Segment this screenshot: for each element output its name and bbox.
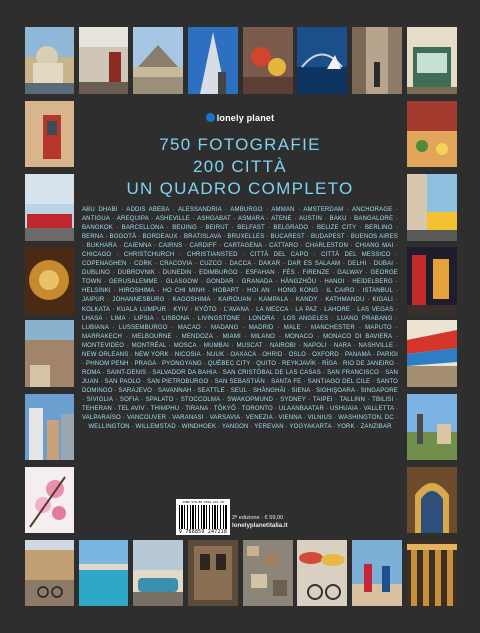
photo-statue-plaza [407, 394, 457, 460]
photo-mosaic-arch [407, 467, 457, 533]
photo-cherry-blossom [25, 467, 74, 533]
isbn-number: 9 788859 247218 [178, 529, 228, 535]
photo-cyclist-square [25, 540, 74, 606]
photo-athens-hill [133, 27, 183, 94]
city-list: ABU DHABI · ADDIS ABEBA · ALESSANDRIA · AMBURGO · AMMAN · AMSTERDAM · ANCHORAGE · ANTIGUA · AREQUIPA · ASHEVILLE · ASHGABAT · ASMARA · ATENE · AUSTIN · BAKU · BANGALORE · BANGKOK · BARCELLONA · BEIJING · BEIRUT · BELFAST · BELGRADO · BELIZE CITY · BERLINO · BERNA · BOGOTÀ · BORDEAUX · BRATISLAVA · BRUXELLES · BUCAREST · BUDAPEST · BUENOS AIRES · BUKHARA · CAIENNA · CAIRNS · CARDIFF · CARTAGENA · CATTARO · CHARLESTON · CHIANG MAI · CHICAGO · CHRISTCHURCH · CHRISTIANSTED · CITTÀ DEL CAPO · CITTÀ DEL MESSICO · COPENAGHEN · CORK · CRACOVIA · CUZCO · DACCA · DAKAR · DAR ES SALAAM · DELHI · DUBAI · DUBLINO · DUBROVNIK · DUNEDIN · EDIMBURGO · ESFAHAN · FÈS · FIRENZE · GALWAY · GEORGE TOWN · GERUSALEMME · GLASGOW · GONDAR · GRANADA · HÀNGZHŌU · HANOI · HEIDELBERG · HELSINKI · HIROSHIMA · HO CHI MINH · HOBART · HOI AN · HONG KONG · IL CAIRO · ISTANBUL · JAIPUR · JOHANNESBURG · KAGOSHIMA · KAIROUAN · KAMPALA · KANDY · KATHMANDU · KIGALI · KOLKATA · KUALA LUMPUR · KYIV · KYŌTO · L'AVANA · LA MECCA · LA PAZ · LAHORE · LAS VEGAS · LHASA · LIMA · LIPSIA · LISBONA · LIVINGSTONE · LONDRA · LOS ANGELES · LUANG PRABANG · LUBIANA · LUSSEMBURGO · MACAO · MADANG · MADRID · MALE · MANCHESTER · MAPUTO · MARRAKECH · MELBOURNE · MENDOZA · MIAMI · MILANO · MONACO · MONACO DI BAVIERA · MONTEVIDEO · MONTRÉAL · MOSCA · MUMBAI · MUSCAT · NAIROBI · NAPOLI · NARA · NASHVILLE · NEW ORLEANS · NEW YORK · NICOSIA · NUUK · OAXACA · OHRID · OSLO · OXFORD · PANAMÁ · PARIGI · PHNOM PENH · PRAGA · PYONGYANG · QUÉBEC CITY · QUITO · REYKJAVÍK · RĪGA · RIO DE JANEIRO · ROMA · SAINT-DENIS · SALVADOR DA BAHIA · SAN CRISTÓBAL DE LAS CASAS · SAN FRANCISCO · SAN JUAN · SAN PAOLO · SAN PIETROBURGO · SAN SEBASTIÁN · SANTA FE · SANTIAGO DEL CILE · SANTO DOMINGO · SARAJEVO · SAVANNAH · SEATTLE · SEUL · SHÀNGHĂI · SIENA · SIGHIŞOARA · SINGAPORE · SIVIGLIA · SOFIA · SPALATO · STOCCOLMA · SWAKOPMUND · SYDNEY · TAIPEI · TALLINN · TBILISI · TEHERAN · TEL AVIV · THIMPHU · TIRANA · TŌKYŌ · TORONTO · ULAANBAATAR · USHUAIA · VALLETTA · VALPARAÍSO · VANCOUVER · VARANASI · VARSAVIA · VENEZIA · VIENNA · VILNIUS · WASHINGTON, DC · WELLINGTON · WILLEMSTAD · WINDHOEK · YANGON · YEREVAN · YOGYAKARTA · YORK · ZANZIBAR [82, 207, 398, 431]
publisher-website: lonelyplanetitalia.it [232, 522, 288, 529]
lonely-planet-logo [0, 113, 480, 123]
edition-price: 2ª edizione · € 59,00 [232, 515, 284, 521]
photo-domed-building [25, 27, 74, 94]
photo-aerial-city [243, 540, 293, 606]
photo-temple-colonnade [407, 540, 457, 606]
photo-church-spire [188, 27, 238, 94]
photo-night-street [407, 247, 457, 314]
publisher-info [232, 514, 288, 530]
barcode [176, 499, 230, 535]
photo-cliff-village [25, 320, 74, 387]
isbn-label: ISBN 978-88-5592-472-10 [182, 500, 224, 504]
headline-line-3: UN QUADRO COMPLETO [126, 179, 354, 198]
photo-rickshaw-umbrellas [297, 540, 347, 606]
photo-market-hands [243, 27, 293, 94]
photo-city-buildings [25, 394, 74, 460]
photo-colorful-awnings [407, 320, 457, 387]
globe-icon [206, 113, 215, 122]
photo-golden-dome [25, 247, 74, 314]
headline-line-1: 750 FOTOGRAFIE [159, 135, 321, 154]
photo-shopping-street [352, 27, 402, 94]
photo-harbour-bridge [297, 27, 347, 94]
photo-ornate-facade [188, 540, 238, 606]
photo-dancers [352, 540, 402, 606]
photo-vintage-car [133, 540, 183, 606]
barcode-bars [179, 505, 227, 529]
photo-shop-front [407, 27, 457, 94]
headline-line-2: 200 CITTÀ [193, 157, 287, 176]
photo-pool-resort [79, 540, 128, 606]
photo-street-vendor [79, 27, 128, 94]
logo-text: lonely planet [216, 113, 275, 123]
